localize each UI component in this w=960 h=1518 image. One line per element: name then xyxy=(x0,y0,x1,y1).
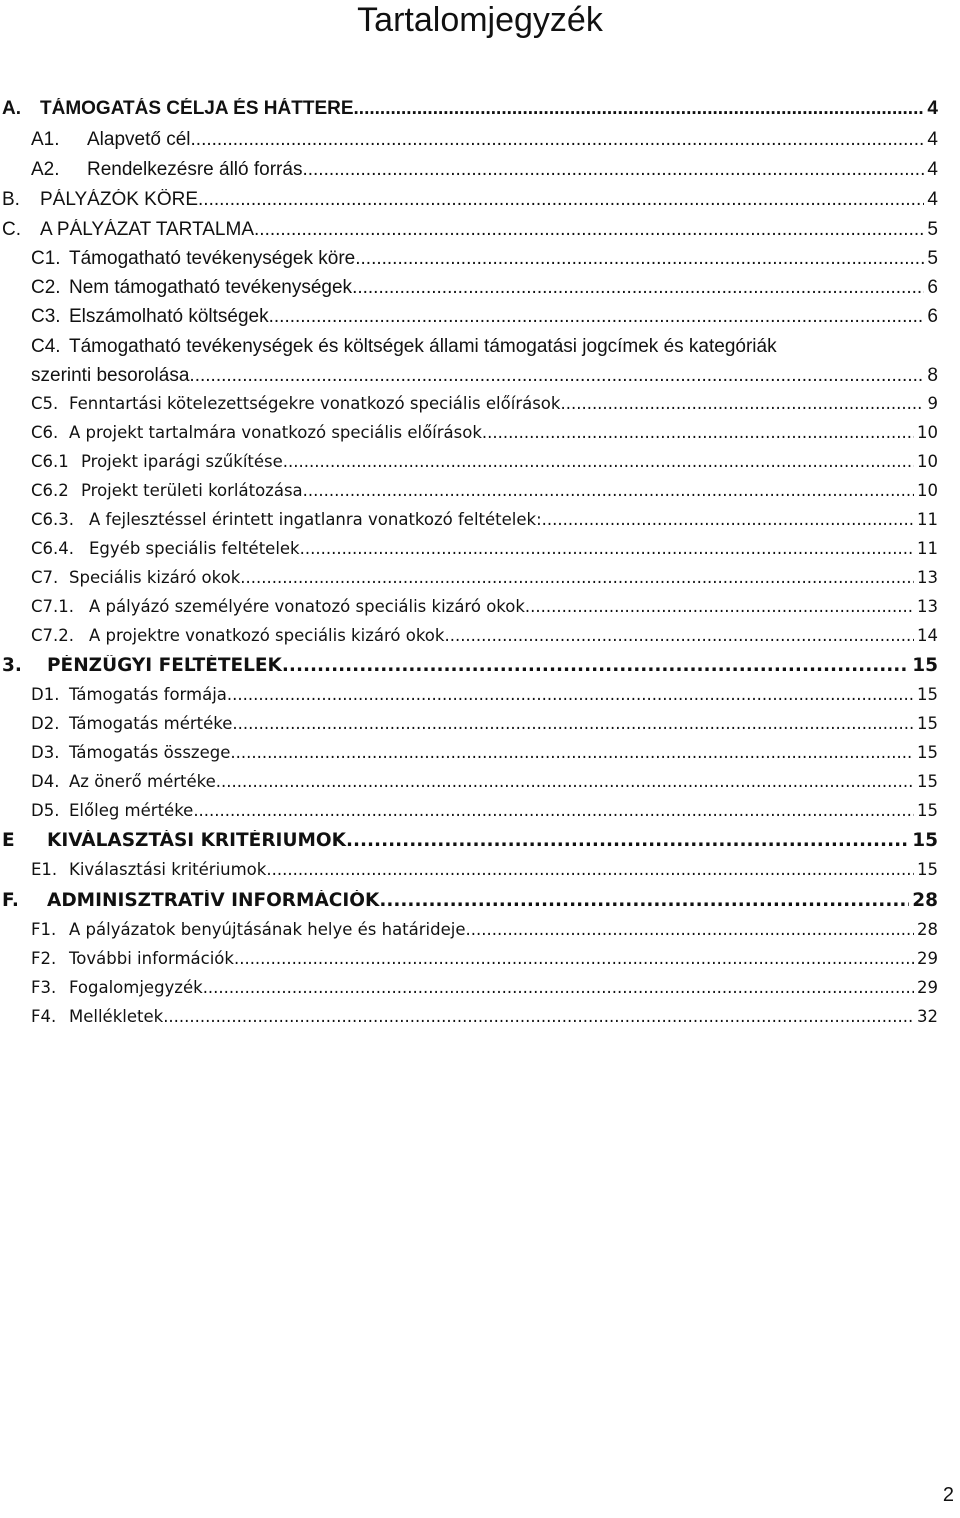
toc-entry-text: ADMINISZTRATÍV INFORMÁCIÓK xyxy=(47,890,380,911)
toc-page-number: 13 xyxy=(917,597,938,616)
toc-page-number: 29 xyxy=(917,978,938,997)
toc-entry-number: C6.1 xyxy=(31,452,69,471)
toc-leader-dots xyxy=(216,772,914,791)
toc-entry-c7-2[interactable] xyxy=(0,626,960,650)
toc-entry-text: A projekt tartalmára vonatkozó speciális előírások xyxy=(69,423,482,442)
toc-entry-c6-4[interactable] xyxy=(0,539,960,563)
toc-leader-dots xyxy=(354,98,924,120)
toc-page-number: 32 xyxy=(917,1007,938,1026)
toc-page-number: 15 xyxy=(917,714,938,733)
toc-entry-number: C7. xyxy=(31,568,59,587)
toc-entry-c6-1[interactable] xyxy=(0,452,960,476)
toc-entry-c6-2[interactable] xyxy=(0,481,960,505)
toc-page-number: 9 xyxy=(927,394,938,413)
toc-entry-text: Projekt iparági szűkítése xyxy=(81,452,283,471)
toc-entry-text: Támogatás mértéke xyxy=(69,714,233,733)
toc-entry-number: D2. xyxy=(31,714,60,733)
toc-leader-dots xyxy=(254,219,924,241)
toc-page-number: 5 xyxy=(927,248,938,269)
toc-leader-dots xyxy=(379,890,908,911)
toc-entry-f2[interactable] xyxy=(0,949,960,973)
toc-entry-number: F3. xyxy=(31,978,57,997)
page-number: 2 xyxy=(942,1484,954,1506)
toc-leader-dots xyxy=(269,306,924,328)
toc-entry-text: Egyéb speciális feltételek xyxy=(89,539,300,558)
toc-page-number: 11 xyxy=(917,510,938,529)
toc-entry-text-continued: szerinti besorolása xyxy=(31,365,190,386)
toc-entry-text: Az önerő mértéke xyxy=(69,772,216,791)
toc-entry-number: C6. xyxy=(31,423,59,442)
toc-entry-number: C6.2 xyxy=(31,481,69,500)
toc-leader-dots xyxy=(444,626,913,645)
toc-leader-dots xyxy=(283,452,914,471)
toc-leader-dots xyxy=(482,423,914,442)
toc-page-number: 15 xyxy=(917,743,938,762)
toc-entry-number: B. xyxy=(2,189,20,210)
toc-entry-d4[interactable] xyxy=(0,772,960,796)
toc-entry-c[interactable] xyxy=(0,219,960,243)
toc-entry-text: Mellékletek xyxy=(69,1007,164,1026)
toc-leader-dots xyxy=(525,597,914,616)
toc-entry-text: A fejlesztéssel érintett ingatlanra vonatkozó feltételek: xyxy=(89,510,542,529)
toc-entry-d1[interactable] xyxy=(0,685,960,709)
toc-leader-dots xyxy=(266,860,913,879)
toc-entry-c4[interactable] xyxy=(0,336,960,392)
toc-page-number: 28 xyxy=(912,890,938,911)
toc-entry-c6[interactable] xyxy=(0,423,960,447)
toc-leader-dots xyxy=(240,568,913,587)
toc-entry-text: Rendelkezésre álló forrás xyxy=(87,159,303,180)
toc-page-number: 10 xyxy=(917,452,938,471)
toc-entry-text: A PÁLYÁZAT TARTALMA xyxy=(40,219,255,240)
toc-entry-text: TÁMOGATÁS CÉLJA ÉS HÁTTERE xyxy=(40,98,354,119)
toc-entry-number: D1. xyxy=(31,685,60,704)
toc-leader-dots xyxy=(230,743,913,762)
toc-entry-f[interactable] xyxy=(0,890,960,914)
toc-leader-dots xyxy=(234,949,914,968)
toc-page-number: 15 xyxy=(912,830,938,851)
toc-leader-dots xyxy=(303,481,914,500)
toc-leader-dots xyxy=(282,655,909,676)
toc-leader-dots xyxy=(465,920,913,939)
toc-entry-number: C7.1. xyxy=(31,597,75,616)
toc-entry-number: F. xyxy=(2,890,19,911)
toc-entry-text: PÉNZÜGYI FELTÉTELEK xyxy=(47,655,282,676)
toc-entry-d2[interactable] xyxy=(0,714,960,738)
toc-page-number: 4 xyxy=(927,98,938,119)
toc-leader-dots xyxy=(191,129,924,151)
toc-entry-number: C. xyxy=(2,219,21,240)
toc-leader-dots xyxy=(193,801,913,820)
toc-page-number: 4 xyxy=(927,159,938,180)
toc-page-number: 10 xyxy=(917,481,938,500)
toc-entry-text: PÁLYÁZÓK KÖRE xyxy=(40,189,199,210)
toc-leader-dots xyxy=(232,714,913,733)
toc-entry-text: Projekt területi korlátozása xyxy=(81,481,303,500)
toc-entry-a2[interactable] xyxy=(0,159,960,183)
toc-page-number: 4 xyxy=(927,189,938,210)
toc-entry-d5[interactable] xyxy=(0,801,960,825)
toc-page-number: 11 xyxy=(917,539,938,558)
toc-entry-a1[interactable] xyxy=(0,129,960,153)
toc-entry-number: D5. xyxy=(31,801,60,820)
toc-page-number: 15 xyxy=(917,772,938,791)
toc-entry-text: Alapvető cél xyxy=(87,129,191,150)
toc-entry-d3[interactable] xyxy=(0,743,960,767)
toc-entry-text: A pályázatok benyújtásának helye és határideje xyxy=(69,920,466,939)
toc-leader-dots xyxy=(352,277,924,299)
toc-entry-c7[interactable] xyxy=(0,568,960,592)
toc-entry-text: Kiválasztási kritériumok xyxy=(69,860,267,879)
toc-leader-dots xyxy=(346,830,909,851)
toc-entry-f3[interactable] xyxy=(0,978,960,1002)
toc-page-number: 28 xyxy=(917,920,938,939)
toc-entry-text: Támogatható tevékenységek és költségek állami támogatási jogcímek és kategóriák xyxy=(69,336,777,357)
toc-page-number: 15 xyxy=(917,860,938,879)
toc-entry-number: D4. xyxy=(31,772,60,791)
toc-entry-a[interactable] xyxy=(0,98,960,122)
toc-entry-number: C4. xyxy=(31,336,61,357)
page-title: Tartalomjegyzék xyxy=(357,1,603,39)
toc-entry-number: C3. xyxy=(31,306,61,327)
toc-entry-c2[interactable] xyxy=(0,277,960,301)
toc-entry-number: C5. xyxy=(31,394,59,413)
toc-page-number: 14 xyxy=(917,626,938,645)
toc-entry-text: A projektre vonatkozó speciális kizáró okok xyxy=(89,626,445,645)
toc-entry-text: Támogatás formája xyxy=(69,685,227,704)
toc-entry-text: Nem támogatható tevékenységek xyxy=(69,277,353,298)
toc-entry-e1[interactable] xyxy=(0,860,960,884)
toc-entry-text: Fogalomjegyzék xyxy=(69,978,203,997)
toc-leader-dots xyxy=(163,1007,914,1026)
toc-entry-number: E1. xyxy=(31,860,58,879)
toc-entry-number: F2. xyxy=(31,949,57,968)
toc-leader-dots xyxy=(560,394,924,413)
toc-page-number: 4 xyxy=(927,129,938,150)
toc-entry-number: C6.3. xyxy=(31,510,75,529)
toc-entry-number: D3. xyxy=(31,743,60,762)
toc-leader-dots xyxy=(198,189,924,211)
toc-entry-f1[interactable] xyxy=(0,920,960,944)
toc-page-number: 29 xyxy=(917,949,938,968)
toc-entry-text: Fenntartási kötelezettségekre vonatkozó speciális előírások xyxy=(69,394,561,413)
toc-entry-number: F4. xyxy=(31,1007,57,1026)
toc-entry-c5[interactable] xyxy=(0,394,960,418)
toc-page-number: 15 xyxy=(917,801,938,820)
toc-entry-number: A2. xyxy=(31,159,60,180)
toc-entry-number: C1. xyxy=(31,248,61,269)
toc-entry-3[interactable] xyxy=(0,655,960,679)
toc-entry-c1[interactable] xyxy=(0,248,960,272)
toc-leader-dots xyxy=(542,510,914,529)
toc-entry-number: C7.2. xyxy=(31,626,75,645)
toc-leader-dots xyxy=(227,685,914,704)
toc-leader-dots xyxy=(300,539,914,558)
toc-entry-text: Támogatás összege xyxy=(69,743,231,762)
toc-entry-number: C2. xyxy=(31,277,61,298)
toc-leader-dots xyxy=(302,159,923,181)
toc-entry-number: 3. xyxy=(2,655,22,676)
toc-entry-text: KIVÁLASZTÁSI KRITÉRIUMOK xyxy=(47,830,346,851)
toc-entry-number: C6.4. xyxy=(31,539,75,558)
toc-page-number: 10 xyxy=(917,423,938,442)
toc-leader-dots xyxy=(355,248,923,270)
toc-entry-b[interactable] xyxy=(0,189,960,213)
toc-entry-text: Speciális kizáró okok xyxy=(69,568,241,587)
toc-leader-dots xyxy=(189,365,923,387)
toc-entry-f4[interactable] xyxy=(0,1007,960,1031)
toc-entry-c6-3[interactable] xyxy=(0,510,960,534)
toc-page-number: 6 xyxy=(927,306,938,327)
toc-entry-number: A1. xyxy=(31,129,60,150)
toc-page-number: 8 xyxy=(927,365,938,386)
toc-entry-text: Támogatható tevékenységek köre xyxy=(69,248,356,269)
toc-entry-c7-1[interactable] xyxy=(0,597,960,621)
toc-page-number: 5 xyxy=(927,219,938,240)
toc-entry-text: További információk xyxy=(69,949,234,968)
toc-entry-text: A pályázó személyére vonatozó speciális kizáró okok xyxy=(89,597,525,616)
toc-entry-number: A. xyxy=(2,98,21,119)
toc-entry-e[interactable] xyxy=(0,830,960,854)
toc-page-number: 13 xyxy=(917,568,938,587)
toc-page-number: 15 xyxy=(917,685,938,704)
toc-entry-number: E xyxy=(2,830,15,851)
toc-page-number: 15 xyxy=(912,655,938,676)
toc-entry-number: F1. xyxy=(31,920,57,939)
toc-page-number: 6 xyxy=(927,277,938,298)
toc-entry-text: Előleg mértéke xyxy=(69,801,194,820)
toc-entry-text: Elszámolható költségek xyxy=(69,306,269,327)
toc-leader-dots xyxy=(203,978,914,997)
toc-entry-c3[interactable] xyxy=(0,306,960,330)
